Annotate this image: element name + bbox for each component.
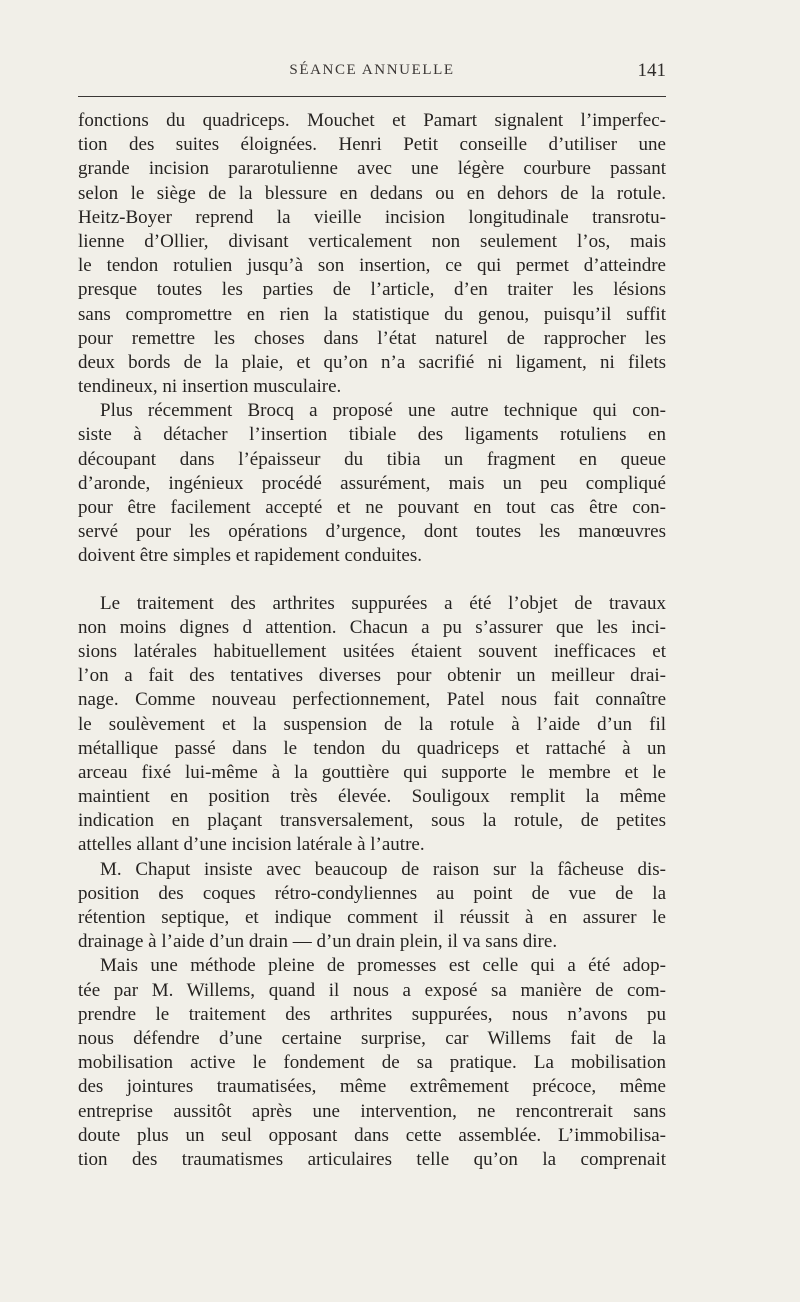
- text-line: doivent être simples et rapidement conduites.: [78, 545, 423, 567]
- text-line: tion des traumatismes articulaires telle qu’on la comprenait: [78, 1148, 666, 1170]
- page-number: 141: [637, 60, 666, 81]
- text-line: maintient en position très élevée. Souligoux remplit la même: [78, 786, 666, 808]
- text-line: d’aronde, ingénieux procédé assurément, mais un peu compliqué: [78, 472, 666, 494]
- text-line: selon le siège de la blessure en dedans ou en dehors de la rotule.: [78, 182, 666, 204]
- text-line: doute plus un seul opposant dans cette assemblée. L’immobilisa-: [78, 1124, 666, 1146]
- text-line: l’on a fait des tentatives diverses pour obtenir un meilleur drai-: [78, 665, 666, 687]
- text-line: Mais une méthode pleine de promesses est celle qui a été adop-: [100, 955, 666, 977]
- text-line: presque toutes les parties de l’article, d’en traiter les lésions: [78, 279, 666, 301]
- text-line: servé pour les opérations d’urgence, dont toutes les manœuvres: [78, 521, 666, 543]
- text-line: fonctions du quadriceps. Mouchet et Pamart signalent l’imperfec-: [78, 110, 666, 131]
- text-line: position des coques rétro-condyliennes au point de vue de la: [78, 882, 666, 904]
- text-line: prendre le traitement des arthrites suppurées, nous n’avons pu: [78, 1003, 666, 1025]
- text-line: pour être facilement accepté et ne pouvant en tout cas être con-: [78, 497, 666, 518]
- body-text: [78, 109, 666, 1172]
- paragraph: [78, 399, 666, 568]
- paragraph: [78, 592, 666, 858]
- paragraph: [78, 954, 666, 1172]
- running-title: SÉANCE ANNUELLE: [289, 62, 455, 78]
- header-rule: [78, 96, 666, 97]
- text-line: découpant dans l’épaisseur du tibia un fragment en queue: [78, 448, 666, 470]
- text-line: lienne d’Ollier, divisant verticalement non seulement l’os, mais: [78, 230, 666, 252]
- text-line: M. Chaput insiste avec beaucoup de raison sur la fâcheuse dis-: [100, 858, 666, 880]
- text-line: drainage à l’aide d’un drain — d’un drain plein, il va sans dire.: [78, 931, 558, 953]
- page-header: [78, 60, 666, 84]
- text-line: tion des suites éloignées. Henri Petit conseille d’utiliser une: [78, 134, 666, 156]
- text-line: mobilisation active le fondement de sa pratique. La mobilisation: [78, 1052, 666, 1074]
- text-line: rétention septique, et indique comment il réussit à en assurer le: [78, 907, 666, 928]
- section-gap: [78, 569, 666, 592]
- text-line: des jointures traumatisées, même extrêmement précoce, même: [78, 1076, 666, 1098]
- text-line: tée par M. Willems, quand il nous a exposé sa manière de com-: [78, 979, 666, 1001]
- text-line: sans compromettre en rien la statistique du genou, puisqu’il suffit: [78, 303, 666, 325]
- text-line: sions latérales habituellement usitées étaient souvent inefficaces et: [78, 640, 666, 662]
- text-line: Le traitement des arthrites suppurées a été l’objet de travaux: [100, 592, 666, 614]
- text-line: nous défendre d’une certaine surprise, car Willems fait de la: [78, 1027, 666, 1049]
- text-line: nage. Comme nouveau perfectionnement, Patel nous fait connaître: [78, 689, 666, 711]
- text-line: pour remettre les choses dans l’état naturel de rapprocher les: [78, 327, 666, 349]
- paragraph: [78, 109, 666, 399]
- paragraph: [78, 858, 666, 955]
- text-line: Heitz-Boyer reprend la vieille incision longitudinale transrotu-: [78, 206, 666, 228]
- text-line: deux bords de la plaie, et qu’on n’a sacrifié ni ligament, ni filets: [78, 351, 666, 373]
- text-line: Plus récemment Brocq a proposé une autre technique qui con-: [100, 400, 666, 422]
- text-line: attelles allant d’une incision latérale à l’autre.: [78, 834, 425, 856]
- text-line: le tendon rotulien jusqu’à son insertion, ce qui permet d’atteindre: [78, 255, 666, 277]
- text-line: non moins dignes d attention. Chacun a pu s’assurer que les inci-: [78, 616, 666, 638]
- text-line: métallique passé dans le tendon du quadriceps et rattaché à un: [78, 737, 666, 759]
- text-line: entreprise aussitôt après une intervention, ne rencontrerait sans: [78, 1100, 666, 1122]
- text-line: tendineux, ni insertion musculaire.: [78, 376, 342, 398]
- text-line: grande incision pararotulienne avec une légère courbure passant: [78, 158, 666, 180]
- text-line: arceau fixé lui-même à la gouttière qui supporte le membre et le: [78, 761, 666, 783]
- text-line: siste à détacher l’insertion tibiale des ligaments rotuliens en: [78, 424, 666, 446]
- text-line: indication en plaçant transversalement, sous la rotule, de petites: [78, 810, 666, 832]
- text-line: le soulèvement et la suspension de la rotule à l’aide d’un fil: [78, 713, 666, 735]
